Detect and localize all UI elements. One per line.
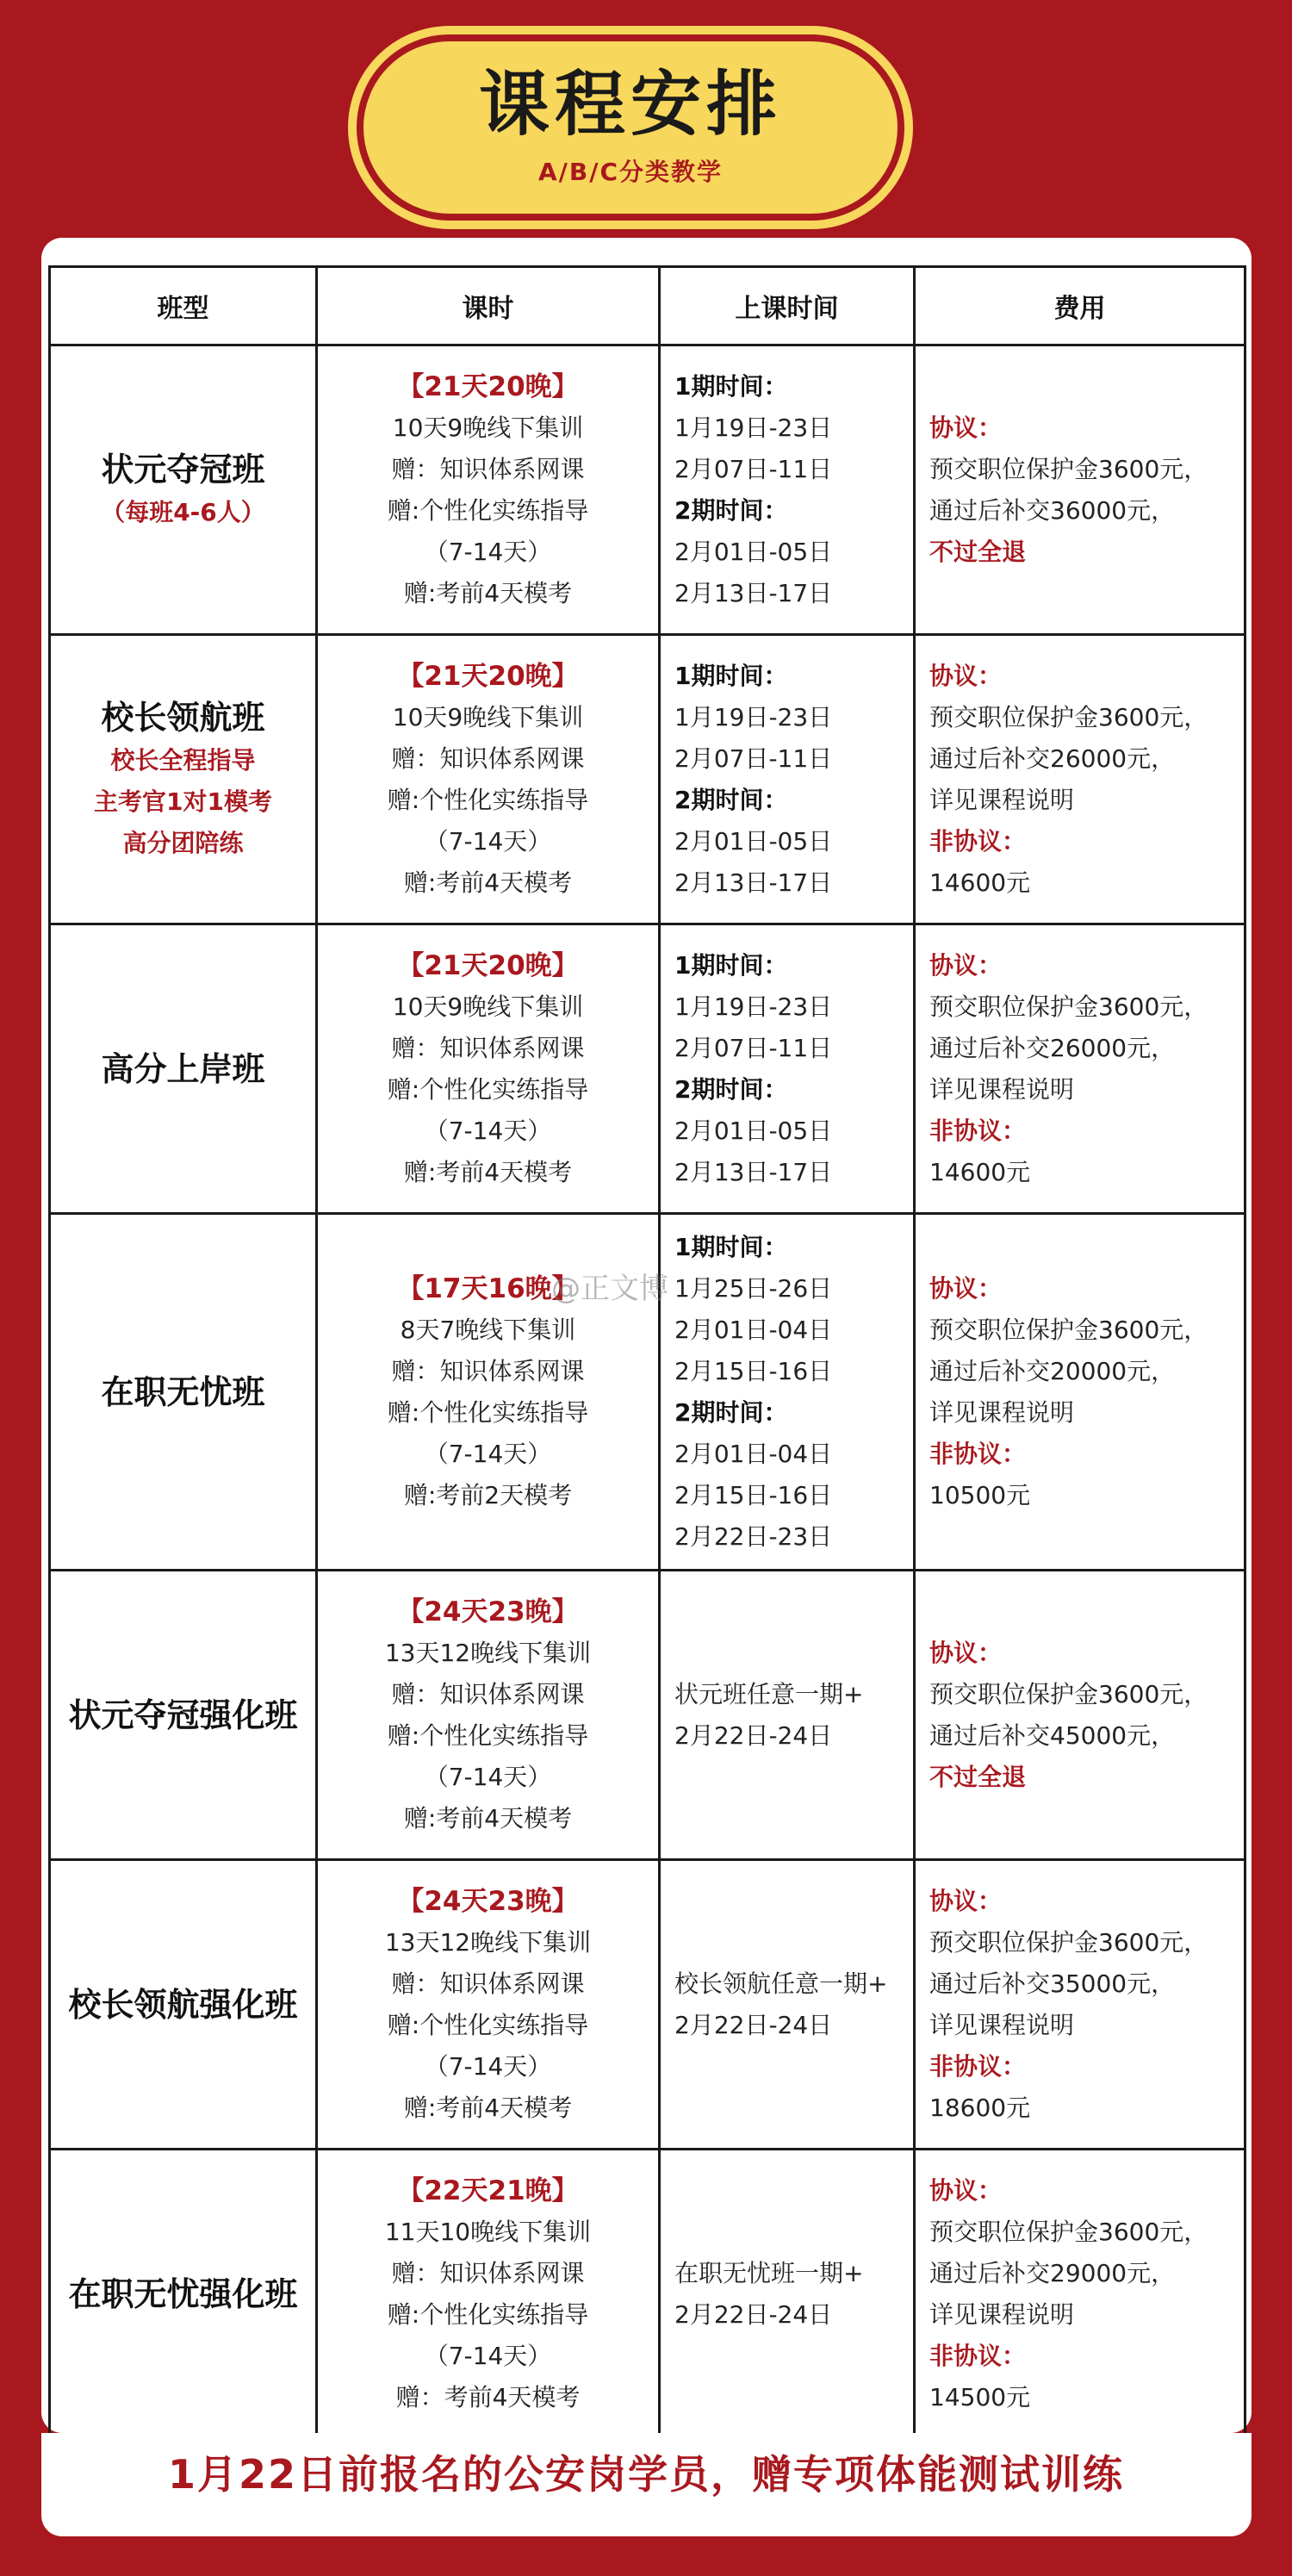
page-title: 课程安排 [478,64,782,146]
fee-line: 预交职位保护金3600元， [929,702,1208,731]
hours-line: 赠:个性化实练指导 [387,785,589,814]
hours-line: 赠:个性化实练指导 [387,495,589,525]
session-date: 1月19日-23日 [674,413,833,442]
fee-label: 不过全退 [929,537,1027,566]
hours-line: 赠：知识体系网课 [391,1679,585,1708]
hours-line: 赠:考前4天模考 [403,2093,573,2122]
hours-line: 赠：知识体系网课 [391,744,585,773]
fee-line: 14500元 [929,2382,1031,2411]
session-date: 2月15日-16日 [674,1356,833,1385]
hours-line: 赠:考前4天模考 [403,578,573,607]
hours-line: （7-14天） [424,1439,552,1468]
cell-schedule [660,924,915,1214]
session-date: 2月22日-23日 [674,1521,833,1551]
duration-highlight: 【21天20晚】 [397,660,579,692]
fee-line: 通过后补交29000元， [929,2258,1176,2287]
hours-line: 赠:考前4天模考 [403,1157,573,1186]
fee-line: 通过后补交36000元， [929,495,1176,525]
cell-class-type [50,1214,317,1571]
session-date: 2月01日-05日 [674,1116,833,1145]
duration-highlight: 【17天16晚】 [397,1272,579,1304]
cell-fee [915,1860,1245,2150]
class-name: 高分上岸班 [101,1049,265,1088]
hours-line: 赠：知识体系网课 [391,1969,585,1998]
class-name: 状元夺冠强化班 [68,1696,298,1734]
fee-line: 预交职位保护金3600元， [929,454,1208,483]
hours-line: 赠:个性化实练指导 [387,1720,589,1750]
fee-label: 非协议： [929,1439,1027,1468]
fee-line: 详见课程说明 [929,2010,1075,2039]
title-banner [357,34,904,221]
hours-line: 赠:考前4天模考 [403,1803,573,1832]
cell-fee [915,924,1245,1214]
fee-label: 协议： [929,1273,1003,1303]
hours-line: 赠:个性化实练指导 [387,2299,589,2329]
fee-line: 14600元 [929,1157,1031,1186]
fee-line: 详见课程说明 [929,2299,1075,2329]
cell-class-type [50,345,317,635]
fee-line: 详见课程说明 [929,1074,1075,1104]
fee-label: 非协议： [929,2341,1027,2370]
duration-highlight: 【22天21晚】 [397,2175,579,2206]
hours-line: 赠:考前2天模考 [403,1480,573,1509]
session-date: 状元班任意一期+ [674,1679,864,1708]
session-heading: 1期时间： [674,1232,788,1261]
session-heading: 1期时间： [674,950,788,980]
fee-label: 协议： [929,950,1003,980]
session-date: 2月07日-11日 [674,1033,833,1062]
footer-note: 1月22日前报名的公安岗学员，赠专项体能测试训练 [167,2451,1125,2498]
hours-line: （7-14天） [424,1762,552,1791]
fee-line: 14600元 [929,868,1031,897]
fee-line: 18600元 [929,2093,1031,2122]
table-row [50,1860,1245,2150]
hours-line: 赠：知识体系网课 [391,1356,585,1385]
session-date: 校长领航任意一期+ [674,1969,888,1998]
cell-schedule [660,1214,915,1571]
cell-schedule [660,2150,915,2439]
session-date: 2月01日-04日 [674,1439,833,1468]
session-date: 2月22日-24日 [674,2010,833,2039]
cell-hours [317,2150,660,2439]
fee-line: 通过后补交20000元， [929,1356,1176,1385]
cell-hours [317,345,660,635]
fee-line: 10500元 [929,1480,1031,1509]
cell-class-type [50,1860,317,2150]
duration-highlight: 【24天23晚】 [397,1596,579,1627]
table-row [50,345,1245,635]
cell-hours [317,924,660,1214]
cell-class-type [50,924,317,1214]
class-note: 高分团陪练 [122,828,244,857]
table-row [50,1571,1245,1860]
watermark: @正文博 [551,1272,668,1306]
fee-line: 预交职位保护金3600元， [929,1315,1208,1344]
column-header-type: 班型 [50,267,317,345]
table-body [50,345,1245,2439]
hours-line: （7-14天） [424,2341,552,2370]
duration-highlight: 【21天20晚】 [397,949,579,981]
hours-line: 赠:个性化实练指导 [387,1074,589,1104]
class-name: 在职无忧强化班 [68,2274,298,2313]
session-heading: 1期时间： [674,371,788,401]
hours-line: 赠:个性化实练指导 [387,2010,589,2039]
session-date: 2月01日-05日 [674,826,833,856]
cell-fee [915,1214,1245,1571]
cell-fee [915,1571,1245,1860]
hours-line: 赠:考前4天模考 [403,868,573,897]
class-note: 校长全程指导 [110,745,256,775]
hours-line: 13天12晚线下集训 [384,1638,592,1667]
column-header-hours: 课时 [317,267,660,345]
fee-label: 协议： [929,661,1003,690]
duration-highlight: 【21天20晚】 [397,370,579,402]
fee-label: 协议： [929,1886,1003,1915]
fee-label: 协议： [929,413,1003,442]
cell-schedule [660,345,915,635]
session-heading: 2期时间： [674,1397,788,1427]
cell-class-type [50,2150,317,2439]
hours-line: 13天12晚线下集训 [384,1927,592,1957]
hours-line: （7-14天） [424,537,552,566]
hours-line: （7-14天） [424,826,552,856]
session-heading: 1期时间： [674,661,788,690]
table-header-row [50,267,1245,345]
cell-class-type [50,1571,317,1860]
session-date: 2月07日-11日 [674,744,833,773]
session-heading: 2期时间： [674,495,788,525]
class-note: 主考官1对1模考 [94,787,272,816]
cell-schedule [660,635,915,924]
fee-label: 非协议： [929,1116,1027,1145]
schedule-table [48,265,1246,2440]
session-heading: 2期时间： [674,785,788,814]
class-name: 校长领航班 [101,698,265,737]
cell-fee [915,345,1245,635]
hours-line: 10天9晚线下集训 [392,413,584,442]
session-date: 2月22日-24日 [674,2299,833,2329]
fee-line: 预交职位保护金3600元， [929,1927,1208,1957]
fee-line: 通过后补交45000元， [929,1720,1176,1750]
column-header-fee: 费用 [915,267,1245,345]
table-row [50,635,1245,924]
hours-line: 10天9晚线下集训 [392,702,584,731]
hours-line: 10天9晚线下集训 [392,992,584,1021]
hours-line: （7-14天） [424,2051,552,2081]
session-date: 2月01日-04日 [674,1315,833,1344]
cell-schedule [660,1571,915,1860]
fee-line: 通过后补交35000元， [929,1969,1176,1998]
cell-fee [915,2150,1245,2439]
class-name: 校长领航强化班 [68,1985,298,2024]
session-date: 2月01日-05日 [674,537,833,566]
class-name: 状元夺冠班 [101,450,265,488]
hours-line: 8天7晚线下集训 [400,1315,576,1344]
session-date: 2月15日-16日 [674,1480,833,1509]
session-date: 2月13日-17日 [674,868,833,897]
session-date: 1月19日-23日 [674,702,833,731]
column-header-schedule: 上课时间 [660,267,915,345]
fee-line: 预交职位保护金3600元， [929,2217,1208,2246]
cell-hours [317,1860,660,2150]
fee-line: 预交职位保护金3600元， [929,992,1208,1021]
duration-highlight: 【24天23晚】 [397,1885,579,1917]
session-date: 2月13日-17日 [674,1157,833,1186]
table-row [50,2150,1245,2439]
session-date: 2月07日-11日 [674,454,833,483]
cell-class-type [50,635,317,924]
hours-line: 11天10晚线下集训 [384,2217,592,2246]
fee-line: 预交职位保护金3600元， [929,1679,1208,1708]
session-heading: 2期时间： [674,1074,788,1104]
session-date: 在职无忧班一期+ [674,2258,864,2287]
fee-label: 不过全退 [929,1762,1027,1791]
session-date: 1月19日-23日 [674,992,833,1021]
page-subtitle: A/B/C分类教学 [537,158,723,186]
fee-label: 协议： [929,1638,1003,1667]
fee-label: 协议： [929,2175,1003,2205]
hours-line: 赠：知识体系网课 [391,2258,585,2287]
hours-line: 赠：知识体系网课 [391,1033,585,1062]
fee-line: 详见课程说明 [929,1397,1075,1427]
fee-line: 通过后补交26000元， [929,1033,1176,1062]
session-date: 2月13日-17日 [674,578,833,607]
class-name: 在职无忧班 [101,1372,265,1411]
fee-label: 非协议： [929,826,1027,856]
cell-schedule [660,1860,915,2150]
hours-line: （7-14天） [424,1116,552,1145]
session-date: 2月22日-24日 [674,1720,833,1750]
fee-line: 详见课程说明 [929,785,1075,814]
cell-hours [317,635,660,924]
hours-line: 赠：知识体系网课 [391,454,585,483]
cell-hours [317,1571,660,1860]
hours-line: 赠：考前4天模考 [395,2382,581,2411]
fee-line: 通过后补交26000元， [929,744,1176,773]
class-note: （每班4-6人） [101,497,265,526]
table-row [50,924,1245,1214]
cell-fee [915,635,1245,924]
fee-label: 非协议： [929,2051,1027,2081]
session-date: 1月25日-26日 [674,1273,833,1303]
hours-line: 赠:个性化实练指导 [387,1397,589,1427]
